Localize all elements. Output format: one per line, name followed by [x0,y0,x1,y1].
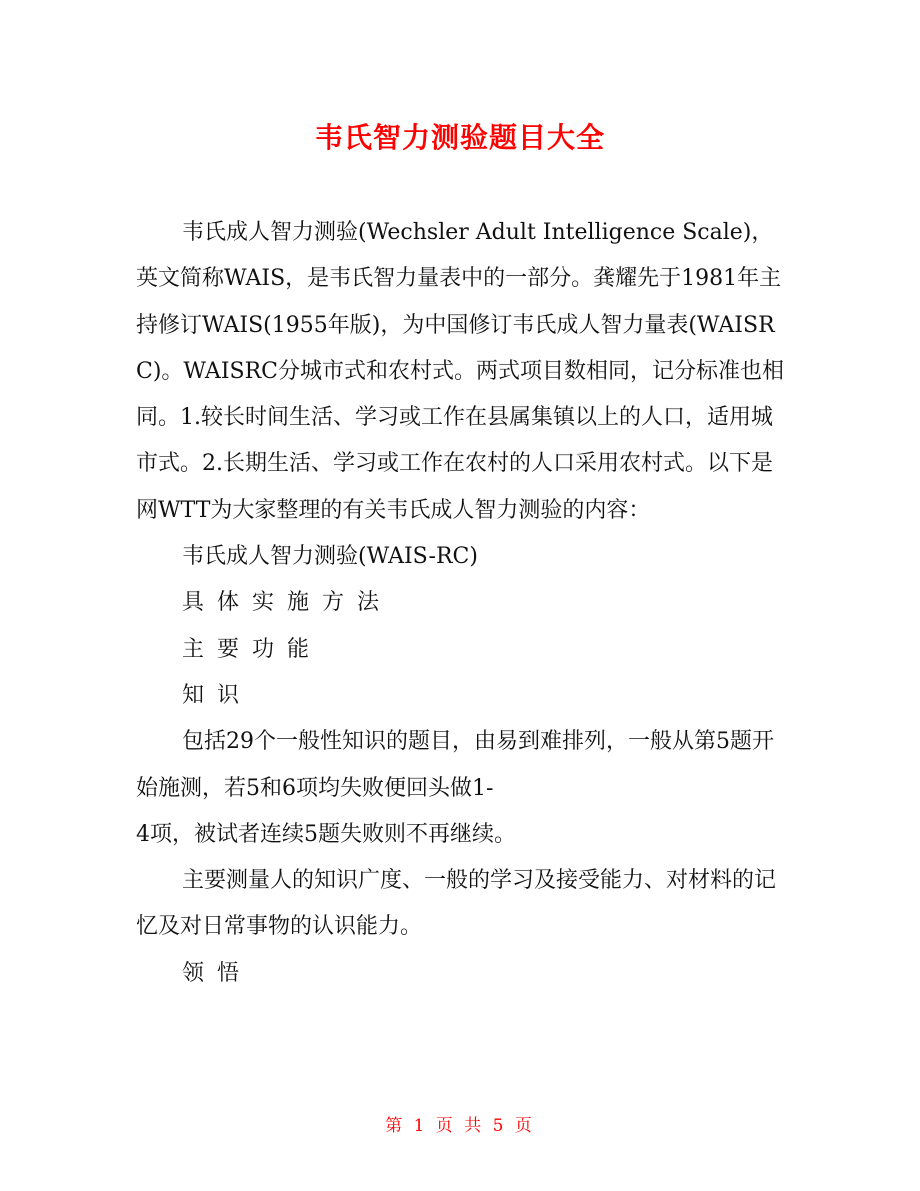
paragraph-test-name: 韦氏成人智力测验(WAIS-RC) [182,544,478,570]
heading-comprehension: 领悟 [182,960,253,986]
document-title: 韦氏智力测验题目大全 [314,121,605,154]
paragraph-intro: 韦氏成人智力测验(Wechsler Adult Intelligence Scale)，英文简称WAIS，是韦氏智力量表中的一部分。龚耀先于1981年主持修订WAIS(1955年版)，为中国修订韦氏成人智力量表(WAISRC)。WAISRC分城市式和农村式。两式项目数相同，记分标准也相同。1.较长时间生活、学习或工作在县属集镇以上的人口，适用城市式。2.长期生活、学习或工作在农村的人口采用农村式。以下是网WTT为大家整理的有关韦氏成人智力测验的内容： [136,220,784,523]
heading-implementation-method: 具体实施方法 [182,590,393,616]
paragraph-knowledge-purpose: 主要测量人的知识广度、一般的学习及接受能力、对材料的记忆及对日常事物的认识能力。 [136,868,777,940]
page-number-footer: 第 1 页 共 5 页 [385,1116,535,1136]
paragraph-knowledge-continuation: 4项，被试者连续5题失败则不再继续。 [136,821,516,847]
heading-knowledge: 知识 [182,682,253,708]
paragraph-knowledge-description: 包括29个一般性知识的题目，由易到难排列，一般从第5题开始施测，若5和6项均失败便回头做1- [136,729,774,801]
document-body [136,210,790,997]
heading-main-functions: 主要功能 [182,636,323,662]
